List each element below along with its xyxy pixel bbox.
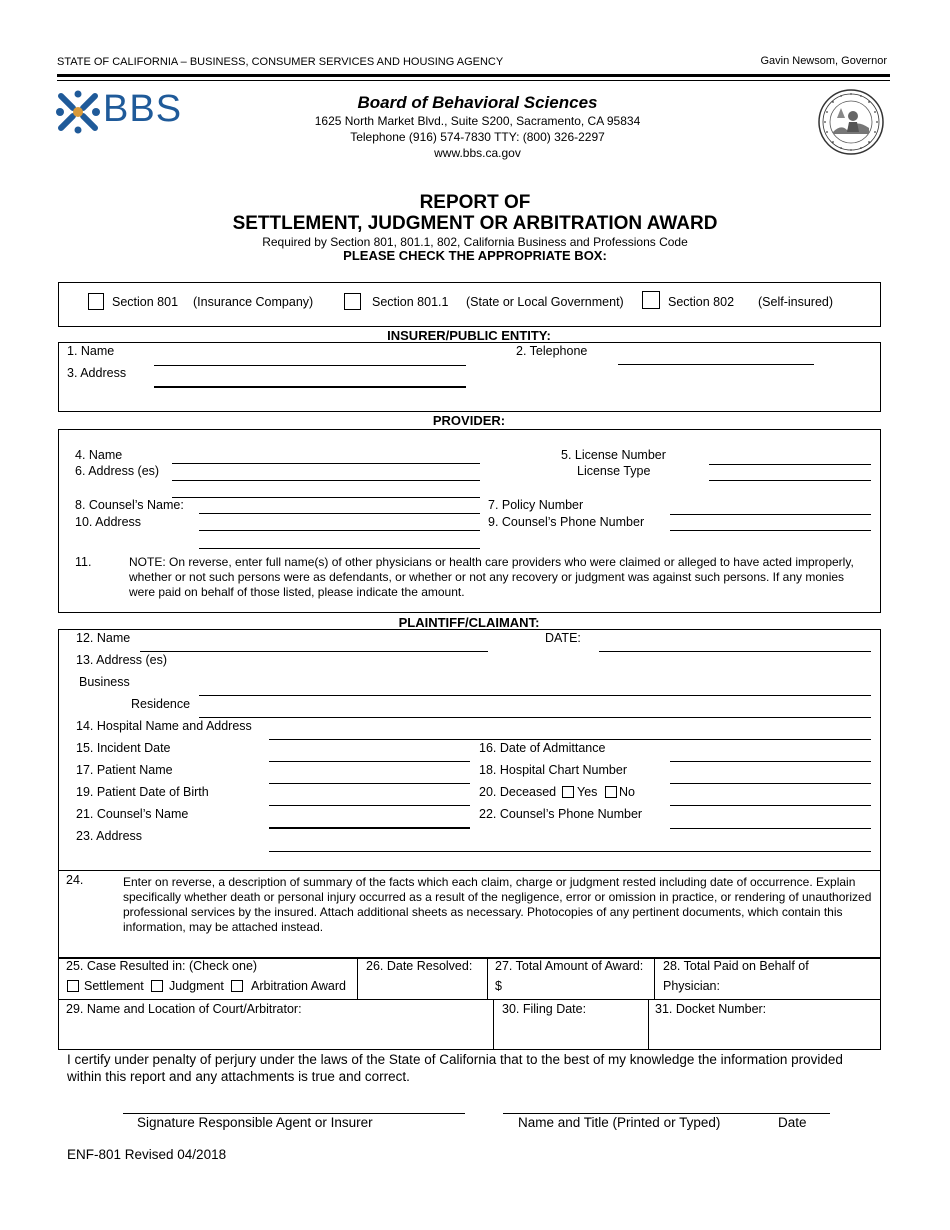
board-name: Board of Behavioral Sciences [357,93,598,112]
signature-name-title-label: Name and Title (Printed or Typed) [518,1115,721,1130]
section-8011-desc: (State or Local Government) [466,295,624,309]
provider-name-input[interactable] [172,450,480,464]
plaintiff-chart-number-label: 18. Hospital Chart Number [479,763,627,777]
provider-address10-label: 10. Address [75,515,142,529]
provider-counsel-name-input[interactable] [199,500,480,514]
settlement-checkbox[interactable] [67,980,79,992]
title-line1: REPORT OF [419,192,531,213]
governor-name: Gavin Newsom, Governor [760,55,887,67]
signature-line-agent[interactable] [123,1113,465,1114]
plaintiff-admittance-input[interactable] [670,748,871,762]
plaintiff-incident-date-input[interactable] [269,748,470,762]
plaintiff-hospital-label: 14. Hospital Name and Address [76,719,252,733]
title-required: Required by Section 801, 801.1, 802, California Business and Professions Code [262,235,688,249]
case-table-col1 [357,957,358,999]
date-resolved-label: 26. Date Resolved: [366,959,473,973]
signature-agent-label: Signature Responsible Agent or Insurer [137,1115,373,1130]
plaintiff-patient-name-label: 17. Patient Name [76,763,173,777]
plaintiff-chart-number-input[interactable] [670,770,871,784]
plaintiff-dob-label: 19. Patient Date of Birth [76,785,209,799]
bbs-logo-text: BBS [103,88,183,130]
agency-name: STATE OF CALIFORNIA – BUSINESS, CONSUMER SERVICES AND HOUSING AGENCY [57,56,504,68]
plaintiff-residence-input[interactable] [199,704,871,718]
item24-text: Enter on reverse, a description of summary of the facts which each claim, charge or judgment rested including date of occurrence. Explain specifically whether death or personal injury occurred as a result of the negligence, error or omission in practice, or rendering of unauthorized professional services by the insured. Attach additional sheets as necessary. Photocopies of any pertinent documents, which contain this information, may be attached instead. [123,875,872,934]
plaintiff-addresses-label: 13. Address (es) [76,653,168,667]
provider-note-number: 11. [75,555,92,569]
header-rule-thin [57,80,890,81]
plaintiff-counsel-phone-input[interactable] [670,815,871,829]
insurer-name-label: 1. Name [67,344,115,358]
total-award-dollar: $ [495,979,502,993]
insurer-address-input[interactable] [154,373,466,387]
case-resulted-label: 25. Case Resulted in: (Check one) [66,959,258,973]
case-table-col5 [648,999,649,1050]
insurer-heading: INSURER/PUBLIC ENTITY: [387,328,551,343]
state-seal-icon [817,88,885,156]
arbitration-checkbox[interactable] [231,980,243,992]
case-table-col3 [654,957,655,999]
plaintiff-deceased-input[interactable] [670,792,871,806]
total-paid-label: 28. Total Paid on Behalf of [663,959,809,973]
plaintiff-dob-input[interactable] [269,792,470,806]
plaintiff-name-label: 12. Name [76,631,131,645]
total-award-label: 27. Total Amount of Award: [495,959,644,973]
deceased-yes-label: Yes [577,785,598,799]
section-801-checkbox[interactable] [88,293,104,310]
plaintiff-residence-label: Residence [131,697,191,711]
provider-heading: PROVIDER: [432,413,506,428]
section-802-label: Section 802 [668,295,735,309]
provider-license-number-label: 5. License Number [561,448,666,462]
provider-name-label: 4. Name [75,448,123,462]
section-801-label: Section 801 [112,295,179,309]
plaintiff-business-label: Business [79,675,130,689]
plaintiff-deceased-label: 20. Deceased [479,785,557,799]
plaintiff-counsel-name-label: 21. Counsel’s Name [76,807,189,821]
judgment-checkbox[interactable] [151,980,163,992]
title-line2: SETTLEMENT, JUDGMENT OR ARBITRATION AWARD [232,213,718,234]
provider-license-type-input[interactable] [709,467,871,481]
signature-line-name[interactable] [503,1113,830,1114]
title-instruction: PLEASE CHECK THE APPROPRIATE BOX: [343,248,607,263]
provider-note: NOTE: On reverse, enter full name(s) of other physicians or health care providers who were claimed or alleged to have acted improperly, whether or not such persons were as defendants, or whether or not any recovery or judgment was against such persons. If any monies were paid on behalf of those listed, please indicate the amount. [129,555,854,599]
bbs-logo-mark-icon [55,90,101,134]
case-table-col2 [487,957,488,999]
physician-label: Physician: [663,979,720,993]
court-label: 29. Name and Location of Court/Arbitrator: [66,1002,302,1016]
provider-address10-input[interactable] [199,517,480,531]
settlement-label: Settlement [84,979,144,993]
section-802-desc: (Self-insured) [758,295,834,309]
plaintiff-address23-input[interactable] [269,815,470,829]
board-website: www.bbs.ca.gov [434,146,521,160]
deceased-yes-checkbox[interactable] [562,786,574,798]
board-phone: Telephone (916) 574-7830 TTY: (800) 326-2297 [350,130,605,144]
form-id: ENF-801 Revised 04/2018 [67,1147,227,1162]
insurer-address-line2 [154,387,466,388]
deceased-no-checkbox[interactable] [605,786,617,798]
provider-license-number-input[interactable] [709,451,871,465]
provider-address-label: 6. Address (es) [75,464,160,478]
deceased-no-label: No [619,785,635,799]
plaintiff-address23-label: 23. Address [76,829,143,843]
plaintiff-date-input[interactable] [599,638,871,652]
section-8011-label: Section 801.1 [372,295,449,309]
section-8011-checkbox[interactable] [344,293,361,310]
plaintiff-counsel-phone-label: 22. Counsel’s Phone Number [479,807,643,821]
plaintiff-address23-line2 [269,851,871,852]
section-801-desc: (Insurance Company) [193,295,314,309]
bbs-logo [55,90,215,134]
plaintiff-heading: PLAINTIFF/CLAIMANT: [398,615,540,630]
board-address: 1625 North Market Blvd., Suite S200, Sacramento, CA 95834 [314,114,641,128]
provider-counsel-phone-input[interactable] [670,517,871,531]
plaintiff-date-label: DATE: [545,631,581,645]
case-table-row-divider [58,999,881,1000]
docket-label: 31. Docket Number: [655,1002,767,1016]
section-802-checkbox[interactable] [642,291,660,309]
provider-address-input[interactable] [172,467,480,481]
provider-address-line2 [172,497,480,498]
provider-counsel-name-label: 8. Counsel’s Name: [75,498,184,512]
case-table-col4 [493,999,494,1050]
plaintiff-business-input[interactable] [199,682,871,696]
arbitration-label: Arbitration Award [251,979,346,993]
plaintiff-incident-date-label: 15. Incident Date [76,741,171,755]
provider-license-type-label: License Type [577,464,651,478]
header-rule-thick [57,74,890,77]
provider-counsel-phone-label: 9. Counsel’s Phone Number [488,515,645,529]
provider-address10-line2 [199,548,480,549]
insurer-name-input[interactable] [154,352,466,366]
filing-date-label: 30. Filing Date: [502,1002,587,1016]
plaintiff-hospital-input[interactable] [269,726,871,740]
insurer-telephone-label: 2. Telephone [516,344,588,358]
plaintiff-patient-name-input[interactable] [269,770,470,784]
plaintiff-admittance-label: 16. Date of Admittance [479,741,606,755]
provider-policy-number-input[interactable] [670,501,871,515]
judgment-label: Judgment [169,979,224,993]
insurer-telephone-input[interactable] [618,351,814,365]
signature-date-label: Date [778,1115,807,1130]
item24-number: 24. [66,873,84,887]
item24-divider [58,870,881,871]
certify-statement: I certify under penalty of perjury under the laws of the State of California that to the best of my knowledge the information provided within this report and any attachments is true and correct. [67,1052,843,1084]
plaintiff-name-input[interactable] [140,638,488,652]
provider-policy-number-label: 7. Policy Number [488,498,584,512]
insurer-address-label: 3. Address [67,366,127,380]
